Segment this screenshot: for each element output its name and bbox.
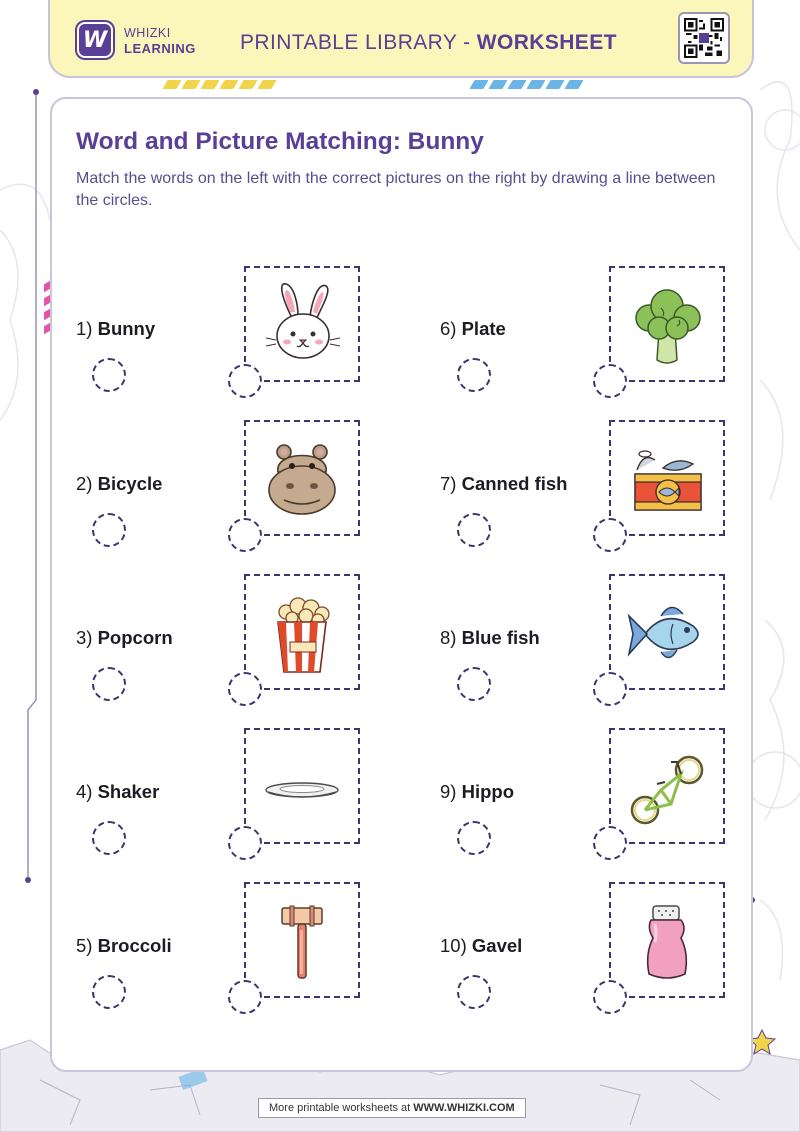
word-item: 3) Popcorn xyxy=(76,627,173,648)
picture-match-circle[interactable] xyxy=(228,980,262,1014)
word-item: 4) Shaker xyxy=(76,781,160,802)
plate-icon xyxy=(256,740,348,832)
word-match-circle[interactable] xyxy=(92,513,126,547)
bunny-icon xyxy=(256,278,348,370)
picture-box xyxy=(609,882,725,998)
picture-match-circle[interactable] xyxy=(593,672,627,706)
footer-note: More printable worksheets at WWW.WHIZKI.COM xyxy=(258,1098,526,1118)
header-title-prefix: PRINTABLE LIBRARY - xyxy=(240,31,477,54)
picture-match-circle[interactable] xyxy=(593,364,627,398)
picture-box xyxy=(244,882,360,998)
picture-box xyxy=(609,266,725,382)
qr-code-icon xyxy=(678,12,730,64)
brand-line1: WHIZKI xyxy=(124,26,171,40)
word-item: 7) Canned fish xyxy=(440,473,568,494)
word-item: 6) Plate xyxy=(440,318,506,339)
picture-match-circle[interactable] xyxy=(593,826,627,860)
worksheet-instructions: Match the words on the left with the correct pictures on the right by drawing a line between the circles. xyxy=(76,170,716,209)
word-match-circle[interactable] xyxy=(92,358,126,392)
word-match-circle[interactable] xyxy=(92,667,126,701)
picture-box xyxy=(609,420,725,536)
word-match-circle[interactable] xyxy=(457,358,491,392)
brand-name xyxy=(124,25,196,57)
word-item: 5) Broccoli xyxy=(76,935,172,956)
word-item: 9) Hippo xyxy=(440,781,514,802)
picture-match-circle[interactable] xyxy=(228,672,262,706)
popcorn-icon xyxy=(256,586,348,678)
word-item: 1) Bunny xyxy=(76,318,156,339)
header-banner xyxy=(48,0,754,78)
picture-box xyxy=(244,574,360,690)
broccoli-icon xyxy=(621,278,713,370)
header-title xyxy=(240,31,617,55)
worksheet-title: Word and Picture Matching: Bunny xyxy=(76,128,484,155)
bicycle-icon xyxy=(621,740,713,832)
word-match-circle[interactable] xyxy=(457,821,491,855)
picture-box xyxy=(609,574,725,690)
word-match-circle[interactable] xyxy=(457,667,491,701)
picture-match-circle[interactable] xyxy=(593,980,627,1014)
word-item: 2) Bicycle xyxy=(76,473,163,494)
picture-box xyxy=(244,420,360,536)
picture-match-circle[interactable] xyxy=(593,518,627,552)
blue-fish-icon xyxy=(621,586,713,678)
shaker-icon xyxy=(621,894,713,986)
header-title-bold: WORKSHEET xyxy=(476,31,617,54)
gavel-icon xyxy=(256,894,348,986)
hippo-icon xyxy=(256,432,348,524)
picture-match-circle[interactable] xyxy=(228,364,262,398)
header-dash-strip-yellow xyxy=(165,80,274,90)
brand-line2: LEARNING xyxy=(124,41,196,56)
word-item: 8) Blue fish xyxy=(440,627,540,648)
picture-match-circle[interactable] xyxy=(228,518,262,552)
canned-fish-icon xyxy=(621,432,713,524)
footer-link[interactable]: WWW.WHIZKI.COM xyxy=(413,1102,515,1114)
picture-match-circle[interactable] xyxy=(228,826,262,860)
header-dash-strip-blue xyxy=(472,80,581,90)
picture-box xyxy=(244,266,360,382)
whizki-logo-icon: W xyxy=(77,22,113,58)
picture-box xyxy=(609,728,725,844)
word-item: 10) Gavel xyxy=(440,935,523,956)
picture-box xyxy=(244,728,360,844)
word-match-circle[interactable] xyxy=(457,513,491,547)
word-match-circle[interactable] xyxy=(92,821,126,855)
word-match-circle[interactable] xyxy=(92,975,126,1009)
word-match-circle[interactable] xyxy=(457,975,491,1009)
